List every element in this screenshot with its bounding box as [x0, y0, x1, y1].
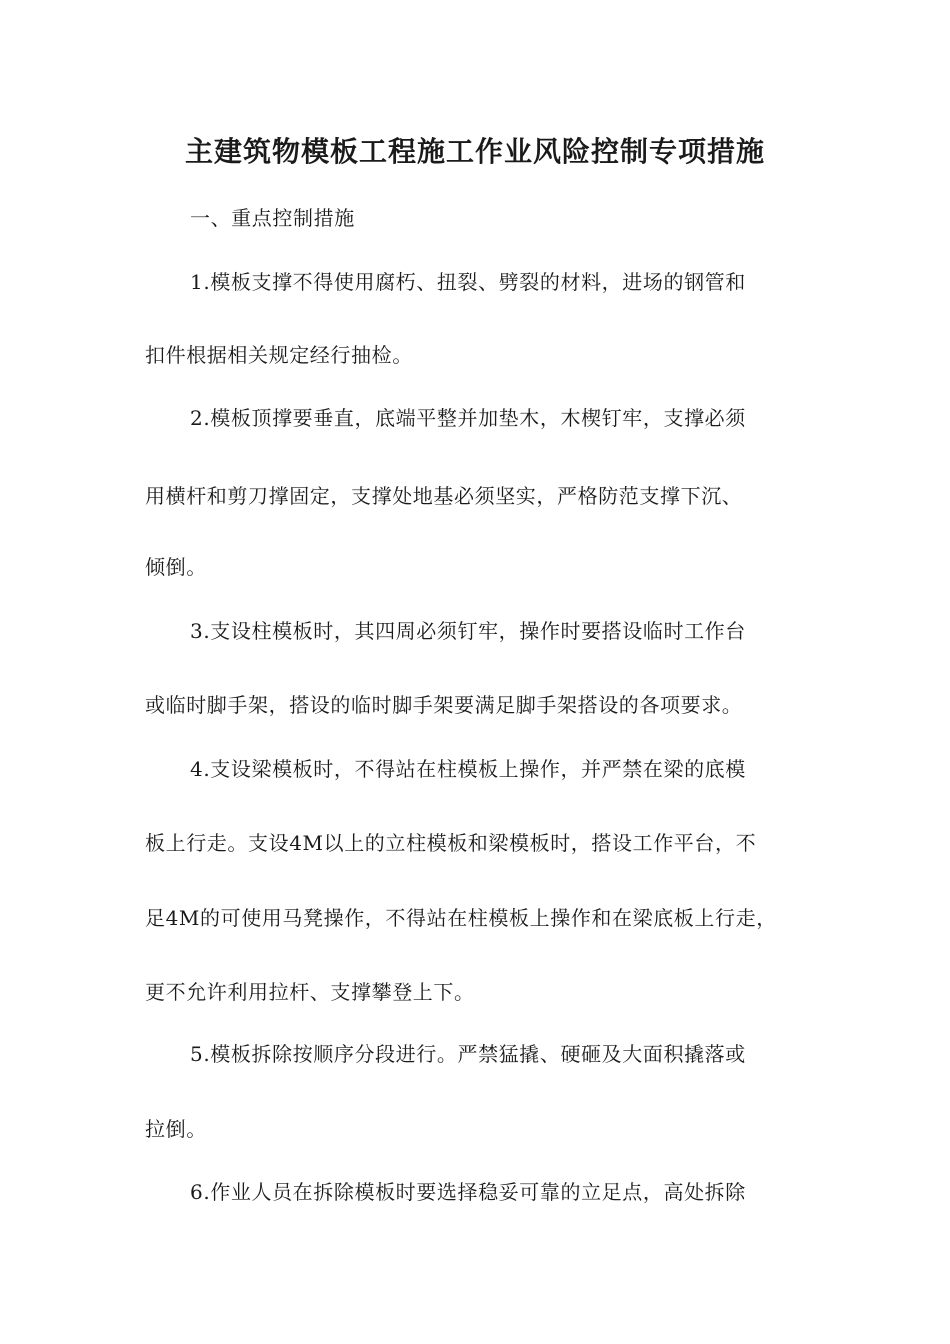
- paragraph-line: 5.模板拆除按顺序分段进行。严禁猛撬、硬砸及大面积撬落或: [190, 1042, 746, 1066]
- paragraph-line: 用横杆和剪刀撑固定，支撑处地基必须坚实，严格防范支撑下沉、: [145, 484, 743, 508]
- paragraph-line: 6.作业人员在拆除模板时要选择稳妥可靠的立足点，高处拆除: [190, 1180, 746, 1204]
- paragraph-line: 2.模板顶撑要垂直，底端平整并加垫木，木楔钉牢，支撑必须: [190, 406, 746, 430]
- section-heading: 一、重点控制措施: [190, 206, 355, 230]
- paragraph-line: 扣件根据相关规定经行抽检。: [145, 343, 413, 367]
- paragraph-line: 1.模板支撑不得使用腐朽、扭裂、劈裂的材料，进场的钢管和: [190, 270, 746, 294]
- paragraph-line: 更不允许利用拉杆、支撑攀登上下。: [145, 980, 475, 1004]
- paragraph-line: 拉倒。: [145, 1117, 207, 1141]
- paragraph-line: 板上行走。支设4M以上的立柱模板和梁模板时，搭设工作平台，不: [145, 831, 757, 855]
- document-title: 主建筑物模板工程施工作业风险控制专项措施: [184, 135, 765, 168]
- paragraph-line: 3.支设柱模板时，其四周必须钉牢，操作时要搭设临时工作台: [190, 619, 746, 643]
- paragraph-line: 或临时脚手架，搭设的临时脚手架要满足脚手架搭设的各项要求。: [145, 693, 743, 717]
- paragraph-line: 4.支设梁模板时，不得站在柱模板上操作，并严禁在梁的底模: [190, 757, 746, 781]
- paragraph-line: 倾倒。: [145, 555, 207, 579]
- paragraph-line: 足4M的可使用马凳操作，不得站在柱模板上操作和在梁底板上行走，: [145, 906, 777, 930]
